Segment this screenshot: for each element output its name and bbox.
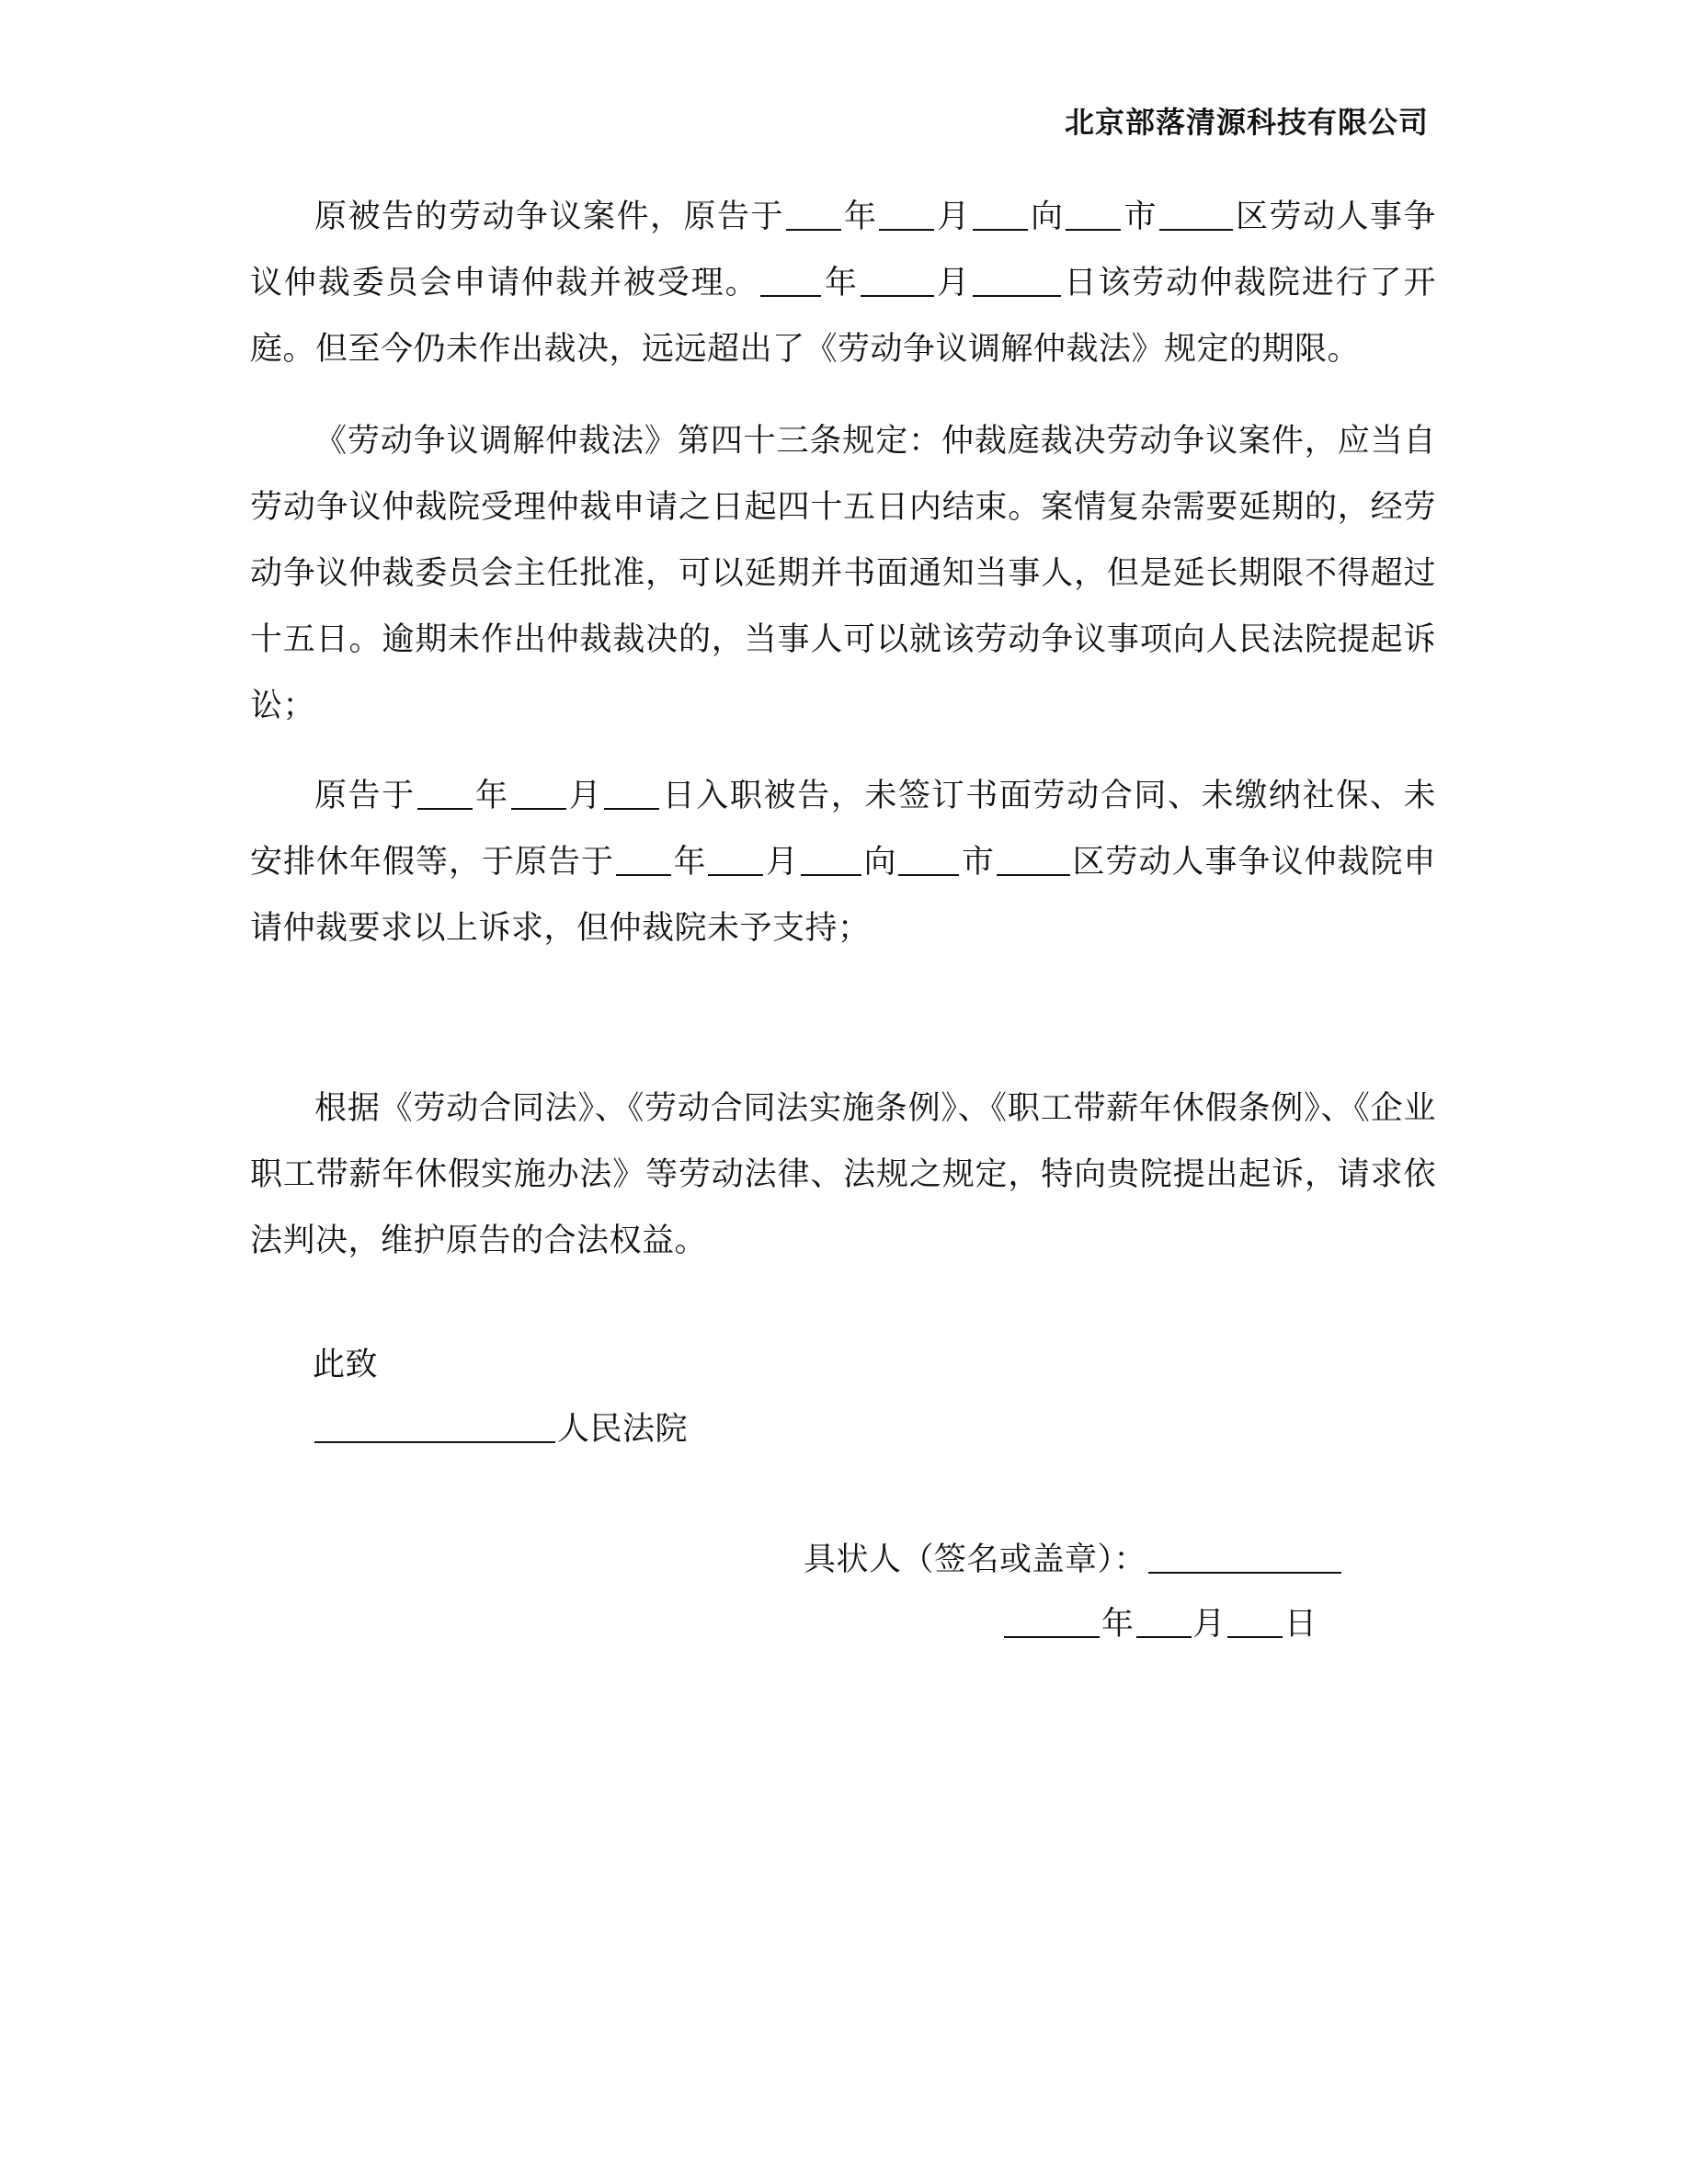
text-segment: 日入职被告，未签订书面劳动合同、未缴纳社保、未安排休年假等，于原告于 [250, 778, 1436, 881]
blank-month [1136, 1609, 1192, 1638]
signature-line [804, 1537, 1343, 1583]
text-segment: 区劳动人事争议仲裁委员会申请仲裁并被受理。 [250, 199, 1436, 301]
blank-month [861, 267, 934, 297]
blank-district [997, 847, 1070, 876]
blank-year [760, 267, 821, 297]
text-segment: 原被告的劳动争议案件，原告于 [314, 199, 784, 235]
text-segment: 月 [935, 265, 972, 301]
text-segment: 向 [862, 844, 897, 881]
text-segment: 年 [672, 844, 707, 881]
date-year: 年 [1101, 1606, 1135, 1643]
company-header: 北京部落清源科技有限公司 [1064, 105, 1429, 140]
blank-day [973, 201, 1028, 231]
blank-signature [1148, 1544, 1341, 1574]
signature-label: 具状人（签名或盖章）： [804, 1541, 1147, 1578]
date-day: 日 [1284, 1606, 1317, 1643]
blank-city [898, 847, 959, 876]
blank-day [801, 847, 861, 876]
paragraph-case-history [250, 184, 1436, 382]
text-segment: 月 [765, 844, 799, 881]
blank-year [417, 780, 473, 810]
blank-month [511, 780, 566, 810]
court-line [313, 1406, 688, 1452]
date-line [1002, 1601, 1317, 1647]
paragraph-law-article [250, 408, 1436, 739]
blank-year [786, 201, 841, 231]
paragraph-legal-basis [250, 1075, 1436, 1274]
text-segment: 市 [1123, 199, 1158, 235]
date-month: 月 [1192, 1606, 1226, 1643]
text-segment: 年 [823, 265, 859, 301]
text-segment: 原告于 [314, 778, 416, 814]
paragraph-employment [250, 763, 1436, 961]
paragraph-1 [250, 184, 1436, 382]
text-segment: 向 [1029, 199, 1065, 235]
blank-city [1066, 201, 1121, 231]
text-segment: 日该劳动仲裁院进行了开庭。但至今仍未作出裁决，远远超出了《劳动争议调解仲裁法》规定的期限。 [250, 265, 1436, 368]
blank-month [879, 201, 934, 231]
blank-year [616, 847, 671, 876]
blank-court-name [314, 1414, 555, 1443]
blank-day [604, 780, 659, 810]
text-segment: 月 [567, 778, 603, 814]
text-segment: 年 [473, 778, 509, 814]
blank-year [1004, 1609, 1100, 1638]
paragraph-2: 《劳动争议调解仲裁法》第四十三条规定：仲裁庭裁决劳动争议案件，应当自劳动争议仲裁院受理仲裁申请之日起四十五日内结束。案情复杂需要延期的，经劳动争议仲裁委员会主任批准，可以延期并书面通知当事人，但是延长期限不得超过十五日。逾期未作出仲裁裁决的，当事人可以就该劳动争议事项向人民法院提起诉讼； [250, 423, 1436, 724]
text-segment: 区劳动人事争议仲裁院申请仲裁要求以上诉求，但仲裁院未予支持； [250, 844, 1436, 947]
paragraph-4: 根据《劳动合同法》、《劳动合同法实施条例》、《职工带薪年休假条例》、《企业职工带薪年休假实施办法》等劳动法律、法规之规定，特向贵院提出起诉，请求依法判决，维护原告的合法权益。 [250, 1090, 1436, 1259]
blank-month [708, 847, 763, 876]
text-segment: 年 [842, 199, 878, 235]
text-segment: 市 [961, 844, 995, 881]
blank-day [1227, 1609, 1283, 1638]
blank-day [973, 267, 1061, 297]
salutation: 此致 [313, 1347, 379, 1383]
blank-district [1159, 201, 1233, 231]
court-suffix: 人民法院 [557, 1411, 689, 1448]
paragraph-3 [250, 763, 1436, 961]
text-segment: 月 [936, 199, 971, 235]
